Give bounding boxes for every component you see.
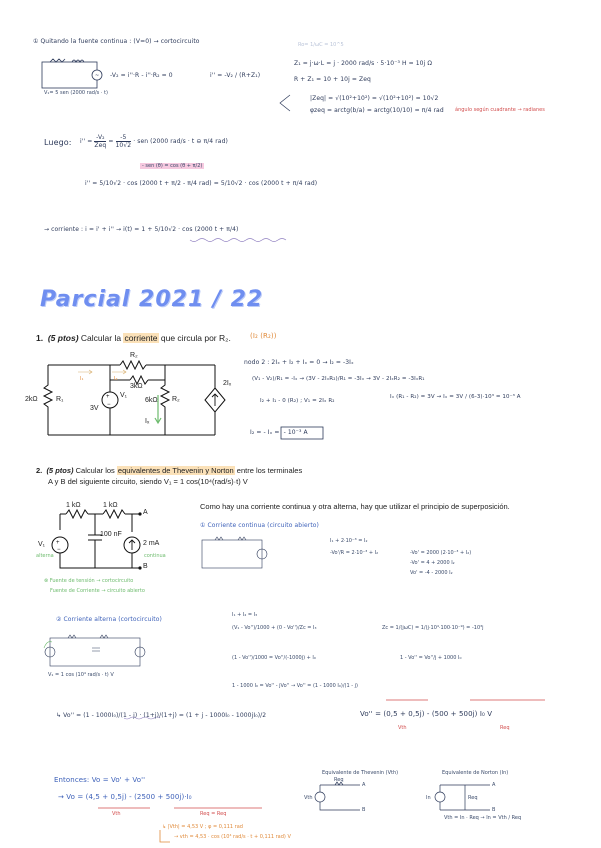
step1-heading: ① Quitando la fuente continua : (V=0) → cortocircuito bbox=[33, 38, 200, 45]
q2-label-r1: 1 kΩ bbox=[66, 502, 81, 509]
svg-text:~: ~ bbox=[95, 73, 100, 79]
norton-title: Equivalente de Norton (In) bbox=[442, 770, 509, 776]
final-req: Req = Req bbox=[200, 811, 227, 817]
nort-in: In bbox=[426, 795, 431, 801]
req-line: R + Z₁ = 10 + 10j = Zeq bbox=[294, 76, 371, 83]
q2-pts: (5 ptos) bbox=[46, 466, 74, 475]
thev-vth: Vth bbox=[304, 795, 313, 801]
zc-line: Zc = 1/(jωC) = 1/(j·10⁴·100·10⁻⁹) = -10³j bbox=[382, 625, 484, 631]
q1-label-v1: V₁ bbox=[120, 392, 128, 399]
i-eq1-frac1 bbox=[94, 134, 106, 149]
nort-req: Req bbox=[468, 795, 478, 801]
q2-label-alt: alterna bbox=[36, 553, 54, 559]
q1-number: 1. bbox=[36, 333, 44, 343]
ac-circuit bbox=[45, 635, 145, 666]
entonces-line: Entonces: Vo = Vo' + Vo'' bbox=[54, 776, 146, 784]
i-eq2: i'' = 5/10√2 · cos (2000 t + π/2 - π/4 rad) = 5/10√2 · cos (2000 t + π/4 rad) bbox=[85, 180, 318, 187]
cc-heading: ① Corriente continua (circuito abierto) bbox=[200, 522, 319, 529]
pink-note: - sen (θ) = cos (θ + π/2) bbox=[142, 163, 203, 169]
q1-label-r6: 6kΩ bbox=[145, 397, 158, 404]
final-line: → Vo = (4,5 + 0,5j) - (2500 + 500j)·I₀ bbox=[58, 793, 192, 801]
q2-label-b: B bbox=[143, 563, 148, 570]
q1-statement bbox=[36, 333, 231, 343]
cc-eq2: -Vo'/R = 2·10⁻³ + I₂ bbox=[330, 550, 379, 556]
i-eq1-lhs: i'' = bbox=[80, 138, 93, 145]
svg-text:−: − bbox=[107, 402, 111, 408]
q2-label-c: 100 nF bbox=[100, 531, 122, 538]
cc-circuit bbox=[202, 537, 267, 568]
q2-circuit bbox=[52, 510, 140, 568]
thevenin-circuit bbox=[315, 782, 360, 810]
final-time: → vth = 4,53 · cos (10⁴ rad/s · t + 0,111 rad) V bbox=[174, 834, 291, 840]
thev-req: Req bbox=[334, 777, 344, 783]
q1-label-src: 2Iₓ bbox=[223, 380, 232, 387]
q1-eq-a: (V₁ - V₂)/R₁ = -Iₓ → (3V - 2IₓR₂)/R₁ = -3Iₓ → 3V - 2IₓR₂ = -3IₓR₁ bbox=[252, 376, 425, 382]
thev-a: A bbox=[362, 782, 366, 788]
q1-text-a: Calcular la bbox=[80, 333, 122, 343]
cc-eq3: -Vo' = 2000 (2·10⁻³ + I₂) bbox=[410, 550, 472, 556]
svg-text:+: + bbox=[56, 540, 60, 546]
i-eq1-f2-den: 10√2 bbox=[115, 142, 132, 149]
q1-sys: I₂ + I₁ - 0 (R₂) ; V₁ = 2Iₓ R₂ bbox=[260, 398, 335, 404]
i-eq1-tail: · sen (2000 rad/s · t ⊖ π/4 rad) bbox=[133, 138, 228, 145]
q1-circuit bbox=[44, 361, 225, 435]
q1-result-lhs: I₂ = - Iₓ = bbox=[250, 429, 280, 436]
q1-label-r3: 3kΩ bbox=[130, 383, 143, 390]
thevenin-title: Equivalente de Thevenin (Vth) bbox=[322, 770, 399, 776]
faint-note: Ro= 1/ωC = 10^5 bbox=[298, 42, 344, 48]
q1-label-r1: R₁ bbox=[56, 396, 64, 403]
svg-text:+: + bbox=[106, 394, 110, 400]
q1-highlight: corriente bbox=[124, 333, 158, 343]
q2-text-a: Calcular los bbox=[75, 466, 115, 475]
vo2-line: ↳ Vo'' = (1 - 1000I₀)/(1 - j) · (1+j)/(1+j) = (1 + j - 1000I₀ - 1000jI₀)/2 bbox=[56, 712, 267, 719]
nort-b: B bbox=[492, 807, 496, 813]
src-label: V₁= 5 sen (2000 rad/s · t) bbox=[44, 90, 108, 96]
cc-eq1: I₁ + 2·10⁻³ = I₂ bbox=[330, 538, 368, 544]
i-eq1-f1-num: -V₂ bbox=[96, 134, 105, 141]
q1-tag: (I₂ (R₂)) bbox=[250, 332, 277, 340]
i-eq1-f2-num: -5 bbox=[120, 134, 127, 141]
vth-tag: Vth bbox=[398, 725, 407, 731]
q2-intro: Como hay una corriente continua y otra alterna, hay que utilizar el principio de superposición. bbox=[200, 502, 510, 511]
q2-line2: A y B del siguiente circuito, siendo V₁ = 1 cos(10⁴(rad/s)·t) V bbox=[48, 477, 248, 486]
i-eq1-f1-den: Zeq bbox=[94, 142, 107, 149]
q2-statement bbox=[36, 466, 302, 475]
q2-text-b: entre los terminales bbox=[236, 466, 303, 475]
q1-label-r2: R₂ bbox=[130, 352, 138, 359]
ac-eq2: (V₁ - Vo'')/1000 + (0 - Vo'')/Zc = I₃ bbox=[232, 625, 317, 631]
nort-a: A bbox=[492, 782, 496, 788]
q1-label-i2: I₂ bbox=[114, 376, 118, 382]
q1-result bbox=[250, 429, 308, 436]
cc-eq4: -Vo' = 4 + 2000 I₂ bbox=[410, 560, 455, 566]
q1-result-value: - 10⁻³ A bbox=[283, 429, 308, 436]
q1-label-rr: R₂ bbox=[172, 396, 180, 403]
q2-legend1: ⊗ Fuente de tensión → cortocircuito bbox=[44, 578, 134, 584]
ac-heading: ② Corriente alterna (cortocircuito) bbox=[56, 616, 162, 623]
mod-note: ↳ |Vth| = 4,53 V ; φ = 0,111 rad bbox=[162, 824, 243, 830]
q1-label-ix: Iₓ bbox=[145, 418, 150, 425]
q2-highlight: equivalentes de Thevenin y Norton bbox=[117, 466, 234, 475]
vo2-result: Vo'' = (0,5 + 0,5j) - (500 + 500j) I₀ V bbox=[360, 710, 493, 718]
q2-label-a: A bbox=[143, 509, 148, 516]
q1-eq-b: Iₓ (R₁ - R₂) = 3V → Iₓ = 3V / (6-3)·10³ = 10⁻³ A bbox=[390, 394, 521, 400]
q1-pts: (5 ptos) bbox=[47, 333, 79, 343]
ac-eq3: (1 - Vo'')/1000 = Vo''/(-1000j) + I₀ bbox=[232, 655, 316, 661]
mod-line: |Zeq| = √(10²+10²) = √(10²+10²) = 10√2 bbox=[310, 95, 439, 102]
page-title: Parcial 2021 / 22 bbox=[40, 287, 264, 312]
ac-eq5: 1 - 1000 I₀ = Vo'' - jVo'' → Vo'' = (1 - 1000 I₀)/(1 - j) bbox=[232, 683, 358, 689]
q1-label-i1: I₁ bbox=[80, 376, 84, 382]
q1-text-b: que circula por R₂. bbox=[160, 333, 231, 343]
corriente-line: → corriente : i = i' + i'' → i(t) = 1 + 5/10√2 · cos (2000 t + π/4) bbox=[44, 226, 239, 233]
norton-relation: Vth = In · Req → In = Vth / Req bbox=[444, 815, 522, 821]
req-tag: Req bbox=[500, 725, 510, 731]
q2-number: 2. bbox=[36, 466, 43, 475]
final-vth: Vth bbox=[112, 811, 121, 817]
cc-eq5: Vo' = -4 - 2000 I₂ bbox=[410, 570, 453, 576]
norton-circuit bbox=[435, 785, 490, 810]
svg-text:−: − bbox=[57, 547, 61, 553]
wavy-underline-1 bbox=[190, 239, 286, 242]
top-circuit bbox=[42, 59, 102, 88]
q1-nodo: nodo 2 : 2Iₓ + I₂ + Iₓ = 0 → I₂ = -3Iₓ bbox=[244, 359, 354, 366]
i-eq1-frac2 bbox=[116, 134, 132, 149]
ac-eq4: 1 - Vo'' = Vo''/j + 1000 I₀ bbox=[400, 655, 462, 661]
q2-label-v: V₁ bbox=[38, 541, 46, 548]
thev-b: B bbox=[362, 807, 366, 813]
q2-label-cont: continua bbox=[144, 553, 166, 559]
luego-label: Luego: bbox=[44, 138, 72, 147]
z1-line: Z₁ = j·ω·L = j · 2000 rad/s · 5·10⁻³ H = 10j Ω bbox=[294, 60, 433, 67]
phase-note: ángulo según cuadrante → radianes bbox=[455, 107, 545, 113]
q2-label-i: 2 mA bbox=[143, 540, 160, 547]
q2-label-r2: 1 kΩ bbox=[103, 502, 118, 509]
q1-label-r1v: 2kΩ bbox=[25, 396, 38, 403]
i-eq1: i'' = $\frac{\text{-V₂}}{\text{Zeq}}$ = $\frac{-5}{10√2}$ · sen (2000 rad/s · t ⊖ π/4 rad) bbox=[80, 134, 228, 149]
mesh-eq: -V₂ = i''·R - i''·R₂ = 0 bbox=[110, 72, 173, 79]
i-result: i'' = -V₂ / (R+Z₁) bbox=[210, 72, 261, 79]
q2-legend2: Fuente de Corriente → circuito abierto bbox=[50, 588, 145, 594]
ac-eq1: I₁ + I₂ = I₃ bbox=[232, 612, 258, 618]
ac-src: V₁ = 1 cos (10⁴ rad/s · t) V bbox=[48, 672, 114, 678]
q1-label-v1v: 3V bbox=[90, 405, 99, 412]
phase-line: φzeq = arctg(b/a) = arctg(10/10) = π/4 rad bbox=[310, 107, 444, 114]
